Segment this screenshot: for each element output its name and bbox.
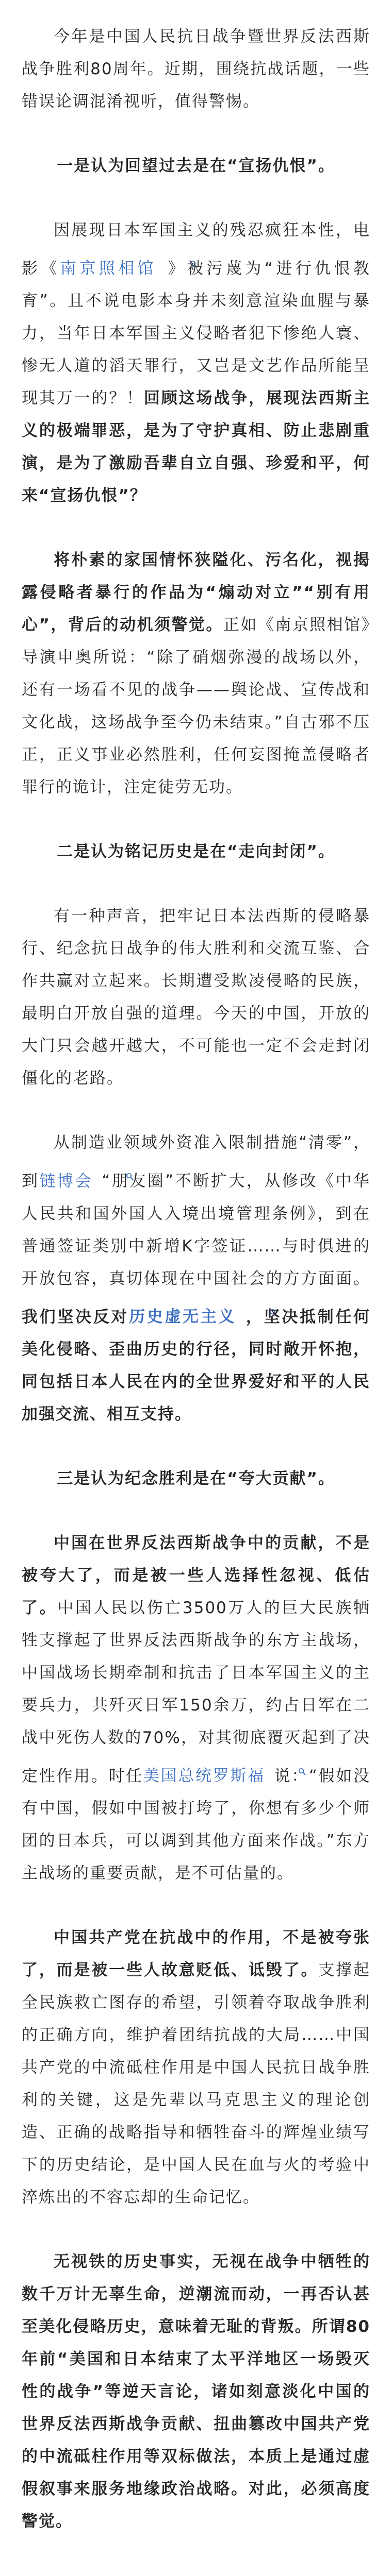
search-icon [266,1754,274,1762]
search-link[interactable] [40,1172,102,1191]
search-link[interactable] [143,1767,274,1785]
bold-text: 中国在世界反法西斯战争中的贡献，不是被夸大了，而是被一些人选择性忽视、低估了。 [22,1533,370,1617]
search-icon [237,1295,245,1303]
body-text: “朋友圈”不断扩大，从修改《中华人民共和国外国人入境出境管理条例》，到在普通签证类别中新增K字签证……与时俱进的开放包容，真切体现在中国社会的方方面面。 [22,1172,371,1288]
bold-text: 将朴素的家国情怀狭隘化、污名化，视揭露侵略者暴行的作品为“煽动对立”“别有用心”，背后的动机须警觉。 [22,551,370,635]
link-text: 历史虚无主义 [129,1307,237,1326]
link-text: 美国总统罗斯福 [143,1767,265,1786]
bold-text: ，坚决抵制任何美化侵略、歪曲历史的行径，同时敞开怀抱，同包括日本人民在内的全世界爱好和平的人民加强交流、相互支持。 [22,1307,371,1423]
search-icon [158,247,166,255]
bold-text: 中国共产党在抗战中的作用，不是被夸张了，而是被一些人故意贬低、诋毁了。 [22,1928,370,1980]
body-text: 中国人民以伤亡3500万人的巨大民族牺牲支撑起了世界反法西斯战争的东方主战场，中国战场长期牵制和抗击了日本军国主义的主要兵力，共歼灭日军150余万，约占日军在二战中死伤人数的70%，对其彻底覆灭起到了决定性作用。时任 [22,1598,370,1786]
body-text: 支撑起全民族救亡图存的希望，引领着夺取战争胜利的正确方向，维护着团结抗战的大局……中国共产党的中流砥柱作用是中国人民抗日战争胜利的关键，这是先辈以马克思主义的理论创造、正确的战略指导和牺牲奋斗的辉煌业绩写下的历史结论，是中国人民在血与火的考验中淬炼出的不容忘却的生命记忆。 [22,1961,371,2207]
section-heading: 一是认为回望过去是在“宣扬仇恨”。 [57,157,335,175]
article-paragraph [22,1527,370,1890]
body-text: 》被污蔑为“进行仇恨教育”。且不说电影本身并未刻意渲染血腥与暴力，当年日本军国主义侵略者犯下惨绝人寰、惨无人道的滔天罪行，又岂是文艺作品所能呈现其万一的？！ [22,259,371,408]
body-text: 说：“假如没有中国，假如中国被打垮了，你想有多少个师团的日本兵，可以调到其他方面来作战。”东方主战场的重要贡献，是不可估量的。 [22,1767,371,1883]
section-heading: 二是认为铭记历史是在“走向封闭”。 [57,842,335,861]
link-text: 链博会 [39,1172,93,1191]
article-paragraph [22,544,370,804]
article-paragraph [22,900,370,1095]
body-text: 从制造业领域外资准入限制措施“清零”，到 [22,1133,370,1191]
body-text: 因展现日本军国主义的残忍疯狂本性，电影《 [22,221,370,278]
link-text: 南京照相馆 [60,259,157,278]
section-heading: 三是认为纪念胜利是在“夸大贡献”。 [57,1469,335,1488]
article-paragraph [22,1922,370,2214]
body-text: 有一种声音，把牢记日本法西斯的侵略暴行、纪念抗日战争的伟大胜利和交流互鉴、合作共赢对立起来。长期遭受欺凌侵略的民族，最明白开放自强的道理。今天的中国，开放的大门只会越开越大，不可能也一定不会走封闭僵化的老路。 [22,907,370,1088]
article-paragraph [22,214,370,512]
article-paragraph [22,1127,370,1431]
article-paragraph [22,2246,370,2538]
article-paragraph [22,21,370,118]
search-link[interactable] [60,259,166,278]
article-paragraph [22,2570,370,2576]
body-text: 今年是中国人民抗日战争暨世界反法西斯战争胜利80周年。近期，围绕抗战话题，一些错误论调混淆视听，值得警惕。 [22,27,370,111]
search-icon [94,1159,102,1167]
search-link[interactable] [129,1308,245,1326]
bold-text: 无视铁的历史事实，无视在战争中牺牲的数千万计无辜生命，逆潮流而动，一再否认甚至美化侵略历史，意味着无耻的背叛。所谓80年前“美国和日本结束了太平洋地区一场毁灭性的战争”等逆天言论，诸如刻意淡化中国的世界反法西斯战争贡献、扭曲篡改中国共产党的中流砥柱作用等双标做法，本质上是通过虚假叙事来服务地缘政治战略。对此，必须高度警觉。 [22,2252,370,2531]
bold-text: 回顾这场战争，展现法西斯主义的极端罪恶，是为了守护真相、防止悲剧重演，是为了激励吾辈自立自强、珍爱和平，何来“宣扬仇恨”？ [22,389,371,505]
bold-text: 我们坚决反对 [22,1307,129,1326]
body-text: 正如《南京照相馆》导演申奥所说：“除了硝烟弥漫的战场以外，还有一场看不见的战争——舆论战、宣传战和文化战，这场战争至今仍未结束。”自古邪不压正，正义事业必然胜利，任何妄图掩盖侵略者罪行的诡计，注定徒劳无功。 [22,616,371,797]
